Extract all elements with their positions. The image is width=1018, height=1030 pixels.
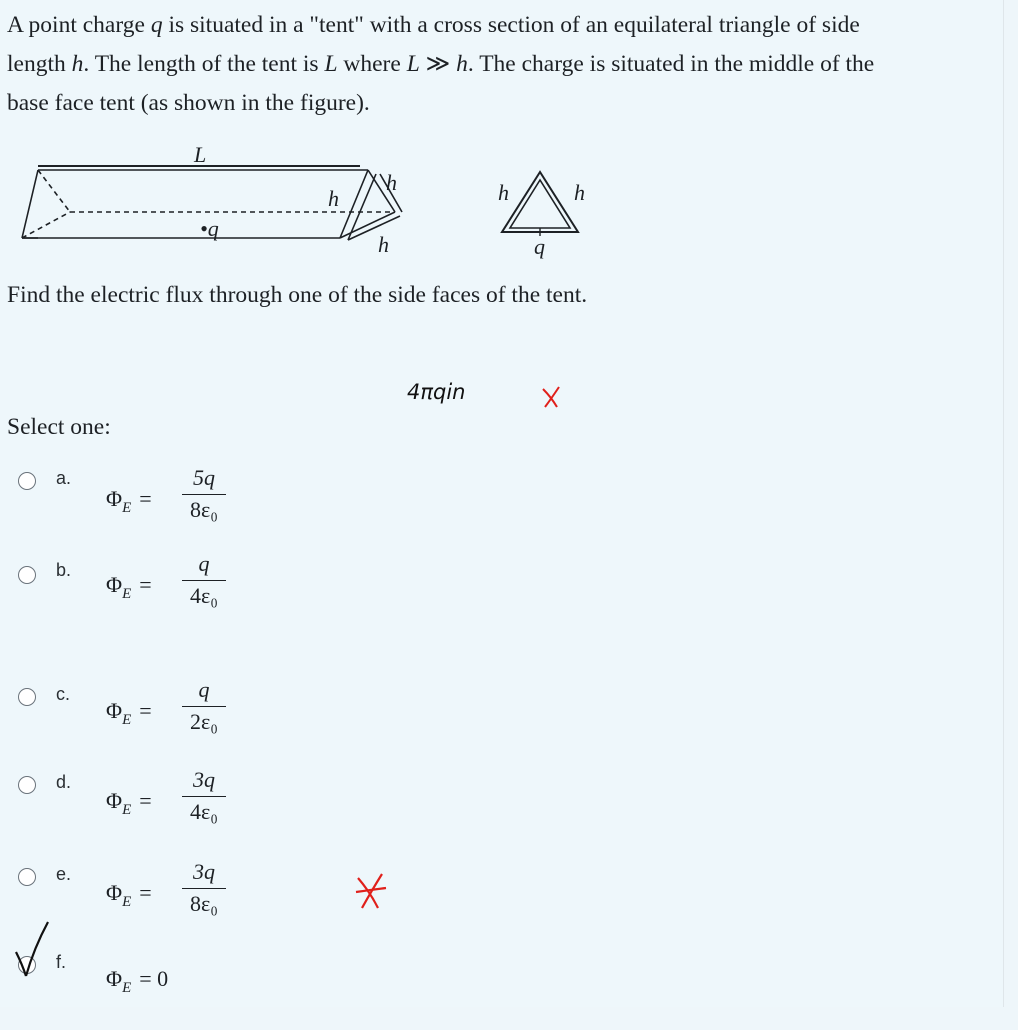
radio-button[interactable]: [18, 566, 36, 584]
option-d[interactable]: [0, 767, 700, 852]
svg-text:4πqin: 4πqin: [407, 380, 466, 404]
option-letter: b.: [56, 560, 72, 580]
label-tri-h-right: h: [574, 180, 585, 205]
select-one-label: Select one:: [7, 414, 111, 440]
question-prompt: Find the electric flux through one of the side faces of the tent.: [7, 282, 588, 308]
wrong-mark-icon: [543, 387, 559, 407]
label-charge: •q: [200, 216, 219, 241]
option-letter: a.: [56, 468, 72, 488]
option-c[interactable]: [0, 677, 700, 764]
wrong-mark-icon: [352, 868, 392, 914]
option-formula: $\Phi_E$ = q 4ε₀: [106, 572, 160, 603]
option-formula: $\Phi_E$ = 5q 8ε₀: [106, 486, 160, 517]
label-h-2: h: [386, 170, 397, 195]
option-f[interactable]: [0, 950, 700, 1030]
option-a[interactable]: [0, 462, 700, 542]
question-text: A point charge q is situated in a "tent" with a cross section of an equilateral triangle of side length h. The length of the tent is L where L ≫ h. The charge is situated in the middle of the base face tent (as shown in the figure).: [7, 12, 875, 116]
radio-button[interactable]: [18, 688, 36, 706]
option-letter: c.: [56, 684, 71, 704]
label-h-3: h: [378, 232, 389, 257]
label-L: L: [194, 142, 207, 167]
label-h-1: h: [328, 186, 339, 211]
option-formula: $\Phi_E$ = q 2ε₀: [106, 698, 160, 729]
option-formula: $\Phi_E = 0$: [106, 966, 169, 996]
option-b[interactable]: [0, 551, 700, 636]
option-letter: f.: [56, 952, 67, 972]
label-tri-q: q: [534, 234, 545, 259]
radio-button[interactable]: [18, 472, 36, 490]
option-letter: e.: [56, 864, 72, 884]
checkmark-icon: [8, 918, 58, 980]
option-formula: $\Phi_E$ = 3q 4ε₀: [106, 788, 160, 819]
radio-button[interactable]: [18, 868, 36, 886]
option-letter: d.: [56, 772, 72, 792]
handwritten-note: [405, 375, 585, 415]
option-formula: $\Phi_E$ = 3q 8ε₀: [106, 880, 160, 911]
tent-figure: [0, 140, 620, 270]
option-e[interactable]: [0, 859, 700, 944]
radio-button[interactable]: [18, 776, 36, 794]
label-tri-h-left: h: [498, 180, 509, 205]
